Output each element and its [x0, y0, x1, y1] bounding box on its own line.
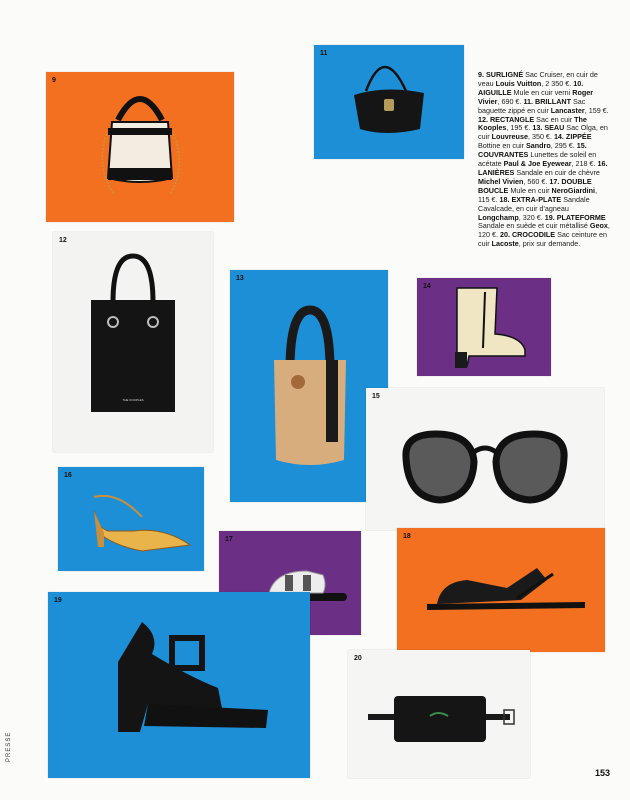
tile-number: 12 [59, 237, 67, 244]
flat-sandal-image [397, 528, 605, 652]
product-tile-9 [46, 72, 234, 222]
caption-entry-10: 10. AIGUILLE Mule en cuir verni Roger Vivier, 690 €. [478, 78, 594, 106]
caption-entry-14: 14. ZIPPÉE Bottine en cuir Sandro, 295 €. [478, 132, 592, 151]
caption-entry-9: 9. SURLIGNÉ Sac Cruiser, en cuir de veau Louis Vuitton, 2 350 €. [478, 70, 598, 88]
tile-number: 20 [354, 655, 362, 662]
product-tile-18 [397, 528, 605, 652]
cruiser-bag-image [46, 72, 234, 222]
tile-number: 9 [52, 77, 56, 84]
tile-number: 16 [64, 472, 72, 479]
caption-entry-13: 13. SEAU Sac Olga, en cuir Louvreuse, 350 €. [478, 123, 608, 142]
product-caption [478, 71, 610, 249]
product-tile-12 [53, 232, 213, 452]
caption-entry-16: 16. LANIÈRES Sandale en cuir de chèvre Michel Vivien, 560 €. [478, 159, 608, 186]
rectangle-bag-image [53, 232, 213, 452]
product-tile-20 [348, 650, 530, 778]
tile-number: 18 [403, 533, 411, 540]
caption-entry-11: 11. BRILLANT Sac baguette zippé en cuir Lancaster, 159 €. [478, 96, 609, 115]
bucket-bag-image [230, 270, 388, 502]
product-tile-16 [58, 467, 204, 571]
product-tile-13 [230, 270, 388, 502]
caption-entry-20: 20. CROCODILE Sac ceinture en cuir Lacoste, prix sur demande. [478, 230, 608, 249]
tile-number: 19 [54, 597, 62, 604]
caption-entry-15: 15. COUVRANTES Lunettes de soleil en acétate Paul & Joe Eyewear, 218 €. [478, 141, 598, 169]
tile-number: 15 [372, 393, 380, 400]
product-tile-19 [48, 592, 310, 778]
tile-number: 11 [320, 50, 328, 57]
caption-entry-17: 17. DOUBLE BOUCLE Mule en cuir NeroGiardini, 115 €. [478, 176, 598, 204]
product-tile-11 [314, 45, 464, 159]
platform-sandal-image [48, 592, 310, 778]
bag-logo-text: THE KOOPLES [122, 398, 144, 402]
tile-number: 17 [225, 536, 233, 543]
caption-entry-12: 12. RECTANGLE Sac en cuir The Kooples, 195 €. [478, 114, 587, 133]
caption-entry-19: 19. PLATEFORME Sandale en suède et cuir métallisé Geox, 120 €. [478, 212, 610, 240]
belt-bag-image [348, 650, 530, 778]
slingback-sandal-image [58, 467, 204, 571]
sunglasses-image [366, 388, 604, 530]
product-tile-15 [366, 388, 604, 530]
magazine-name: PRESSE [6, 731, 12, 762]
product-tile-14 [417, 278, 551, 376]
baguette-bag-image [314, 45, 464, 159]
tile-number: 14 [423, 283, 431, 290]
tile-number: 13 [236, 275, 244, 282]
page-number: 153 [594, 768, 610, 778]
caption-entry-18: 18. EXTRA-PLATE Sandale Cavalcade, en cuir d'agneau Longchamp, 320 €. [478, 194, 590, 222]
ankle-boot-image [417, 278, 551, 376]
